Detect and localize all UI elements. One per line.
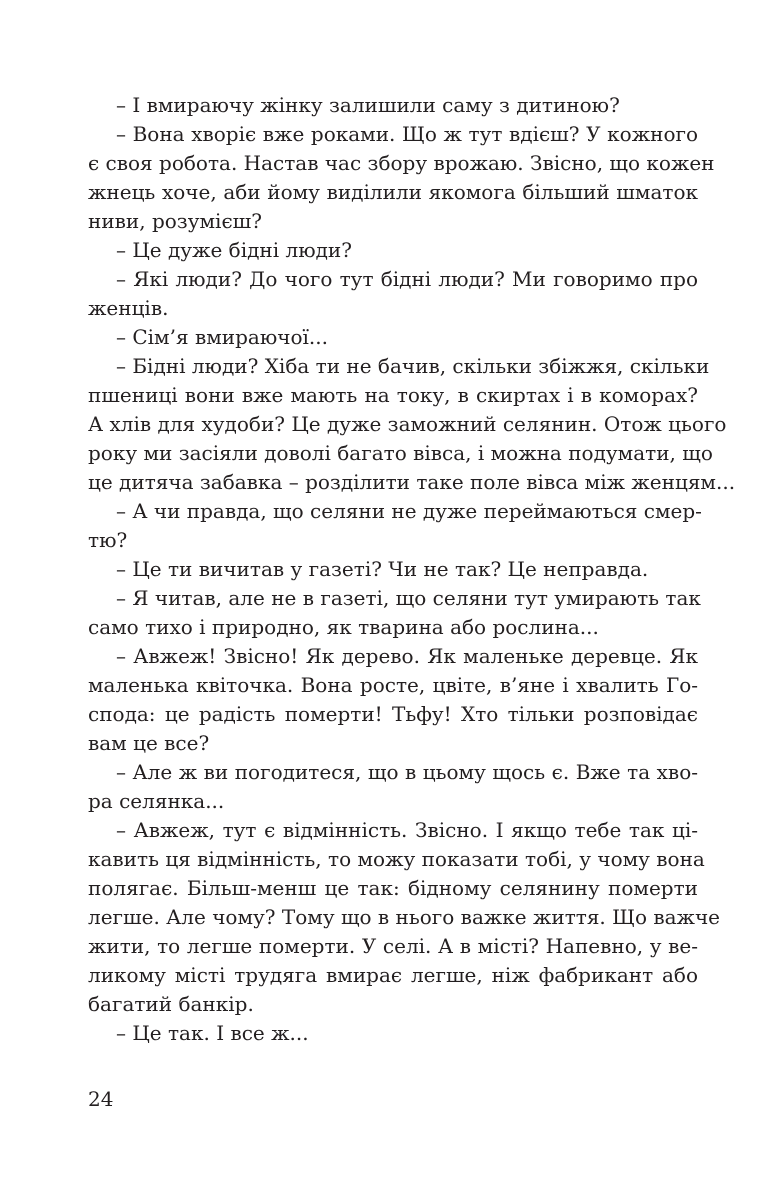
text-line: року ми засіяли доволі багато вівса, і можна подумати, що xyxy=(88,441,713,465)
text-line: маленька квіточка. Вона росте, цвіте, в’яне і хвалить Го- xyxy=(88,673,698,697)
text-line: полягає. Більш-менш це так: бідному селянину померти xyxy=(88,876,698,900)
text-line: – Вона хворіє вже роками. Що ж тут вдієш? У кожного xyxy=(116,122,698,146)
text-line: – Але ж ви погодитеся, що в цьому щось є. Вже та хво- xyxy=(116,760,698,784)
text-line: – Які люди? До чого тут бідні люди? Ми говоримо про xyxy=(116,267,698,291)
text-line: вам це все? xyxy=(88,731,210,755)
text-line: ра селянка... xyxy=(88,789,225,813)
text-line: ликому місті трудяга вмирає легше, ніж фабрикант або xyxy=(88,963,698,987)
text-line: – Я читав, але не в газеті, що селяни тут умирають так xyxy=(116,586,701,610)
text-line: пшениці вони вже мають на току, в скиртах і в коморах? xyxy=(88,383,698,407)
text-line: – І вмираючу жінку залишили саму з дитиною? xyxy=(116,93,620,117)
text-line: – Бідні люди? Хіба ти не бачив, скільки збіжжя, скільки xyxy=(116,354,710,378)
text-line: – Авжеж, тут є відмінність. Звісно. І якщо тебе так ці- xyxy=(116,818,698,842)
text-line: само тихо і природно, як тварина або рослина... xyxy=(88,615,599,639)
text-line: спода: це радість померти! Тьфу! Хто тільки розповідає xyxy=(88,702,698,726)
text-line: ниви, розумієш? xyxy=(88,209,262,233)
body-text xyxy=(88,91,736,1048)
text-line: багатий банкір. xyxy=(88,992,254,1016)
text-line: жнець хоче, аби йому виділили якомога більший шматок xyxy=(88,180,698,204)
text-line: – Це ти вичитав у газеті? Чи не так? Це неправда. xyxy=(116,557,649,581)
text-line: кавить ця відмінність, то можу показати тобі, у чому вона xyxy=(88,847,705,871)
text-line: – А чи правда, що селяни не дуже переймаються смер- xyxy=(116,499,702,523)
text-line: – Авжеж! Звісно! Як дерево. Як маленьке деревце. Як xyxy=(116,644,698,668)
text-line: є своя робота. Настав час збору врожаю. Звісно, що кожен xyxy=(88,151,715,175)
text-line: легше. Але чому? Тому що в нього важке життя. Що важче xyxy=(88,905,721,929)
text-line: тю? xyxy=(88,528,128,552)
text-line: – Це дуже бідні люди? xyxy=(116,238,352,262)
text-line: – Сім’я вмираючої... xyxy=(116,325,328,349)
page-number: 24 xyxy=(88,1087,114,1111)
text-line: це дитяча забавка – розділити таке поле вівса між женцям... xyxy=(88,470,736,494)
text-line: – Це так. І все ж... xyxy=(116,1021,309,1045)
text-line: А хлів для худоби? Це дуже заможний селянин. Отож цього xyxy=(88,412,727,436)
text-line: жити, то легше померти. У селі. А в місті? Напевно, у ве- xyxy=(88,934,698,958)
text-line: женців. xyxy=(88,296,169,320)
